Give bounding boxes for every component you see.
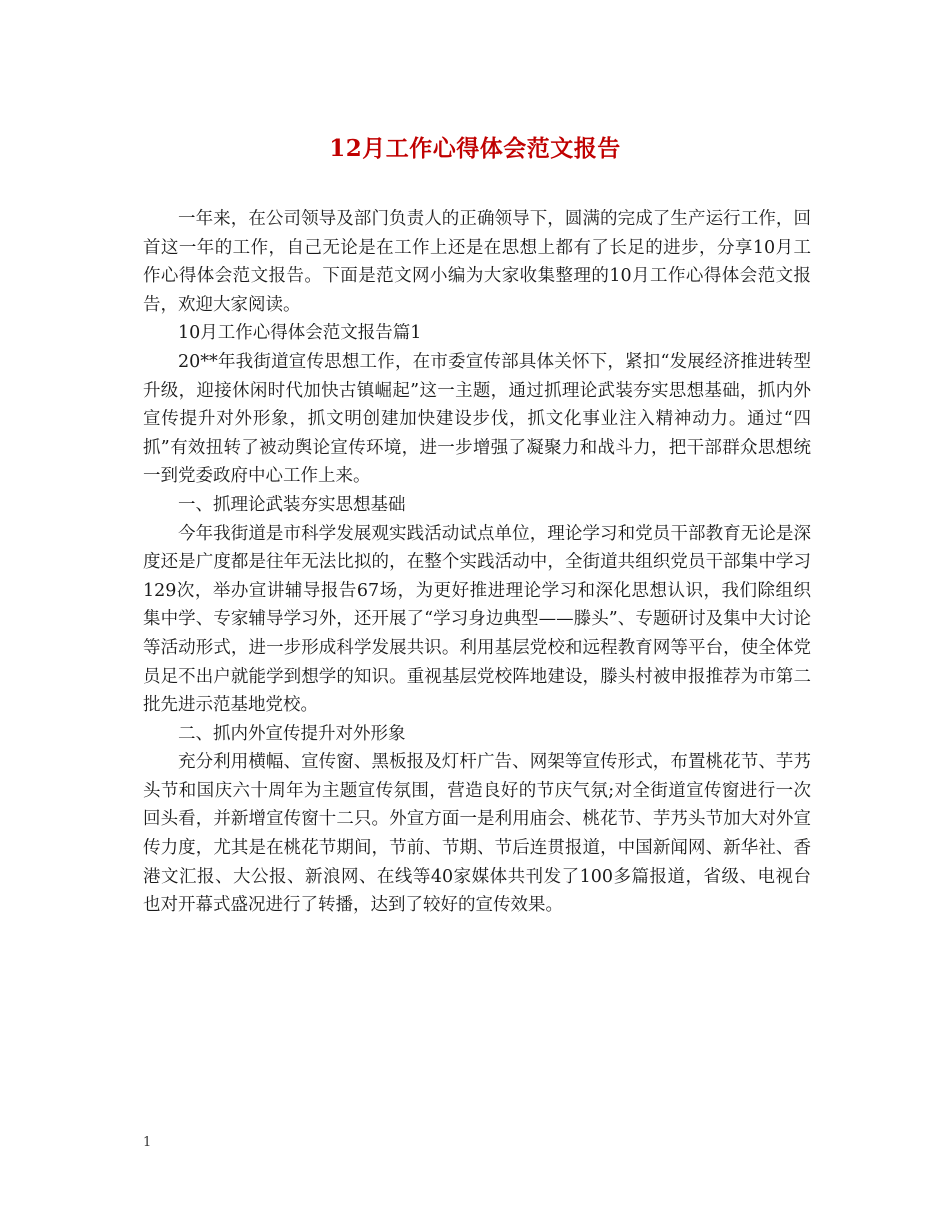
document-title: 12月工作心得体会范文报告	[329, 135, 621, 162]
section-heading-part-1: 10月工作心得体会范文报告篇1	[178, 323, 422, 344]
section-heading-theory: 一、抓理论武装夯实思想基础	[178, 494, 406, 515]
document-body	[143, 205, 811, 920]
theory-paragraph: 今年我街道是市科学发展观实践活动试点单位，理论学习和党员干部教育无论是深度还是广度都是往年无法比拟的，在整个实践活动中，全街道共组织党员干部集中学习129次，举办宣讲辅导报告67场，为更好推进理论学习和深化思想认识，我们除组织集中学、专家辅导学习外，还开展了“学习身边典型——滕头”、专题研讨及集中大讨论等活动形式，进一步形成科学发展共识。利用基层党校和远程教育网等平台，使全体党员足不出户就能学到想学的知识。重视基层党校阵地建设，滕头村被申报推荐为市第二批先进示范基地党校。	[143, 523, 811, 716]
section-heading-publicity: 二、抓内外宣传提升对外形象	[178, 723, 406, 744]
page-number: 1	[143, 1135, 152, 1150]
overview-paragraph: 20**年我街道宣传思想工作，在市委宣传部具体关怀下，紧扣“发展经济推进转型升级，迎接休闲时代加快古镇崛起”这一主题，通过抓理论武装夯实思想基础，抓内外宣传提升对外形象，抓文明创建加快建设步伐，抓文化事业注入精神动力。通过“四抓”有效扭转了被动舆论宣传环境，进一步增强了凝聚力和战斗力，把干部群众思想统一到党委政府中心工作上来。	[143, 351, 811, 487]
intro-paragraph: 一年来，在公司领导及部门负责人的正确领导下，圆满的完成了生产运行工作，回首这一年的工作，自己无论是在工作上还是在思想上都有了长足的进步，分享10月工作心得体会范文报告。下面是范文网小编为大家收集整理的10月工作心得体会范文报告，欢迎大家阅读。	[143, 209, 811, 315]
publicity-paragraph: 充分利用横幅、宣传窗、黑板报及灯杆广告、网架等宣传形式，布置桃花节、芋艿头节和国庆六十周年为主题宣传氛围，营造良好的节庆气氛;对全街道宣传窗进行一次回头看，并新增宣传窗十二只。外宣方面一是利用庙会、桃花节、芋艿头节加大对外宣传力度，尤其是在桃花节期间，节前、节期、节后连贯报道，中国新闻网、新华社、香港文汇报、大公报、新浪网、在线等40家媒体共刊发了100多篇报道，省级、电视台也对开幕式盛况进行了转播，达到了较好的宣传效果。	[143, 752, 811, 916]
